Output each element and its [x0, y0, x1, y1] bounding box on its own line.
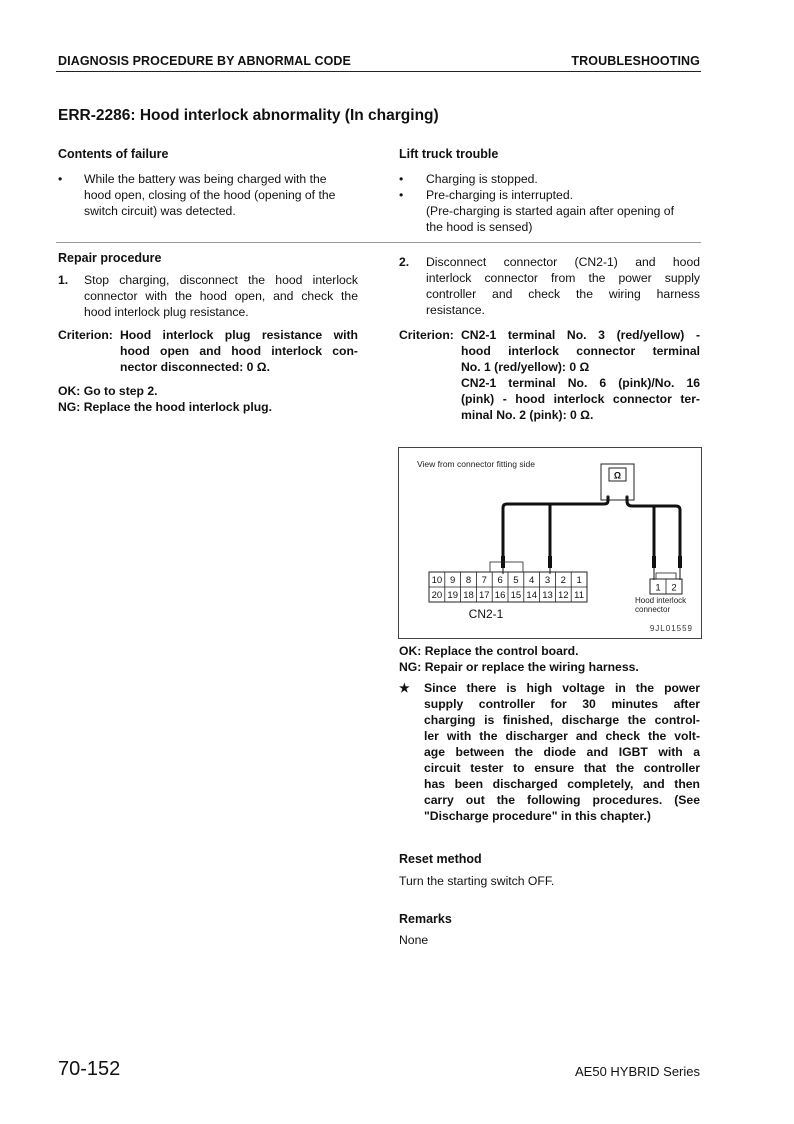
multimeter-icon: [601, 464, 634, 500]
star-icon: ★: [399, 681, 410, 695]
cn2-pin-19: 19: [447, 590, 458, 601]
hood-pin-2: 2: [671, 582, 677, 594]
cn2-pin-2: 2: [560, 575, 566, 586]
remarks-text: None: [399, 933, 429, 947]
ok-result-1: OK: Go to step 2.: [58, 384, 158, 398]
criterion-1: [58, 327, 358, 375]
cn2-pin-8: 8: [465, 575, 472, 586]
repair-step-2: [399, 254, 700, 318]
cn2-pin-15: 15: [510, 590, 522, 601]
cn2-pin-18: 18: [463, 590, 474, 601]
failure-item: [58, 171, 358, 219]
bullet: •: [58, 172, 63, 186]
failure-line: While the battery was being charged with the: [84, 172, 327, 186]
cn2-pin-7: 7: [481, 575, 487, 586]
cn2-pin-3: 3: [544, 575, 551, 586]
cn2-pin-13: 13: [542, 590, 553, 601]
criterion-line: CN2-1 terminal No. 3 (red/yellow) -: [461, 328, 700, 342]
criterion-label: Criterion:: [399, 328, 454, 342]
cn2-pin-10: 10: [431, 575, 443, 586]
note-line: has been discharged completely, and then: [424, 777, 700, 791]
hood-connector-label-line2: connector: [635, 605, 671, 614]
cn2-pin-11: 11: [574, 590, 585, 601]
criterion-line: minal No. 2 (pink): 0 Ω.: [461, 408, 594, 422]
ng-result-1: NG: Replace the hood interlock plug.: [58, 400, 272, 414]
cn2-pin-4: 4: [529, 575, 535, 586]
ohm-symbol: Ω: [613, 470, 622, 481]
criterion-line: (pink) - hood interlock connector ter-: [461, 392, 700, 406]
note-line: circuit tester to ensure that the controller: [424, 761, 700, 775]
figure-id: 9JL01559: [649, 624, 693, 633]
step-line: hood interlock plug resistance.: [84, 305, 249, 319]
trouble-line: Charging is stopped.: [426, 172, 538, 186]
step-number: 1.: [58, 273, 69, 287]
failure-line: hood open, closing of the hood (opening of the: [84, 188, 336, 202]
hood-interlock-connector: [635, 573, 687, 614]
diagram-caption: View from connector fitting side: [417, 459, 535, 469]
header-rule: [56, 71, 701, 72]
trouble-line: Pre-charging is interrupted.: [426, 188, 573, 202]
ng-result-2: NG: Repair or replace the wiring harness.: [399, 660, 639, 674]
wire-harness: [503, 497, 680, 558]
criterion-2: [399, 327, 700, 423]
failure-line: switch circuit) was detected.: [84, 204, 236, 218]
hood-connector-label-line1: Hood interlock: [635, 596, 687, 605]
criterion-label: Criterion:: [58, 328, 113, 342]
note-line: ler with the discharger and check the volt-: [424, 729, 700, 743]
cn2-pin-16: 16: [494, 590, 506, 601]
note-line: "Discharge procedure" in this chapter.): [424, 809, 651, 823]
cn2-pin-5: 5: [513, 575, 519, 586]
cn2-pin-14: 14: [526, 590, 537, 601]
cn2-pin-9: 9: [450, 575, 456, 586]
lift-truck-trouble-heading: Lift truck trouble: [399, 147, 499, 161]
cn2-pin-20: 20: [431, 590, 443, 601]
step-line: controller and check the wiring harness: [426, 287, 700, 301]
step-line: interlock connector from the power supply: [426, 271, 700, 285]
hood-pin-1: 1: [655, 582, 661, 594]
step-line: Stop charging, disconnect the hood interlock: [84, 273, 358, 287]
lift-truck-trouble-list: [399, 171, 701, 235]
criterion-line: CN2-1 terminal No. 6 (pink)/No. 16: [461, 376, 700, 390]
trouble-line: (Pre-charging is started again after opening of: [426, 204, 674, 218]
series-name: AE50 HYBRID Series: [575, 1064, 700, 1079]
cn2-1-connector: [429, 562, 587, 621]
cn2-pin-12: 12: [558, 590, 569, 601]
ok-result-2: OK: Replace the control board.: [399, 644, 579, 658]
repair-procedure-heading: Repair procedure: [58, 251, 162, 265]
note-line: carry out the following procedures. (See: [424, 793, 700, 807]
cn2-pin-1: 1: [576, 575, 582, 586]
step-line: resistance.: [426, 303, 485, 317]
criterion-line: hood open and hood interlock con-: [120, 344, 358, 358]
bullet: •: [399, 188, 404, 202]
cn2-1-label: CN2-1: [468, 607, 504, 621]
note-line: Since there is high voltage in the power: [424, 681, 700, 695]
trouble-item: [399, 187, 701, 235]
criterion-line: hood interlock connector terminal: [461, 344, 700, 358]
step-line: connector with the hood open, and check the: [84, 289, 358, 303]
criterion-line: nector disconnected: 0 Ω.: [120, 360, 270, 374]
caution-note: [399, 680, 700, 824]
trouble-item: [399, 171, 701, 187]
wiring-diagram-svg: [399, 448, 701, 638]
contents-of-failure-list: [58, 171, 358, 219]
running-header-section: DIAGNOSIS PROCEDURE BY ABNORMAL CODE: [58, 54, 351, 68]
repair-step-1: [58, 272, 358, 320]
note-line: charging is finished, discharge the control-: [424, 713, 700, 727]
reset-method-text: Turn the starting switch OFF.: [399, 874, 555, 888]
cn2-pin-17: 17: [479, 590, 490, 601]
section-divider: [56, 242, 701, 243]
bullet: •: [399, 172, 404, 186]
cn2-pin-6: 6: [497, 575, 503, 586]
page-title: ERR-2286: Hood interlock abnormality (In charging): [58, 107, 439, 124]
criterion-line: No. 1 (red/yellow): 0 Ω: [461, 360, 590, 374]
step-number: 2.: [399, 255, 410, 269]
running-header-chapter: TROUBLESHOOTING: [571, 54, 700, 68]
step-line: Disconnect connector (CN2-1) and hood: [426, 255, 700, 269]
trouble-line: the hood is sensed): [426, 220, 533, 234]
note-line: supply controller for 30 minutes after: [424, 697, 700, 711]
contents-of-failure-heading: Contents of failure: [58, 147, 169, 161]
reset-method-heading: Reset method: [399, 852, 482, 866]
remarks-heading: Remarks: [399, 912, 452, 926]
criterion-line: Hood interlock plug resistance with: [120, 328, 358, 342]
note-line: age between the diode and IGBT with a: [424, 745, 700, 759]
page-number: 70-152: [58, 1058, 121, 1080]
connector-wiring-diagram: [398, 447, 702, 639]
